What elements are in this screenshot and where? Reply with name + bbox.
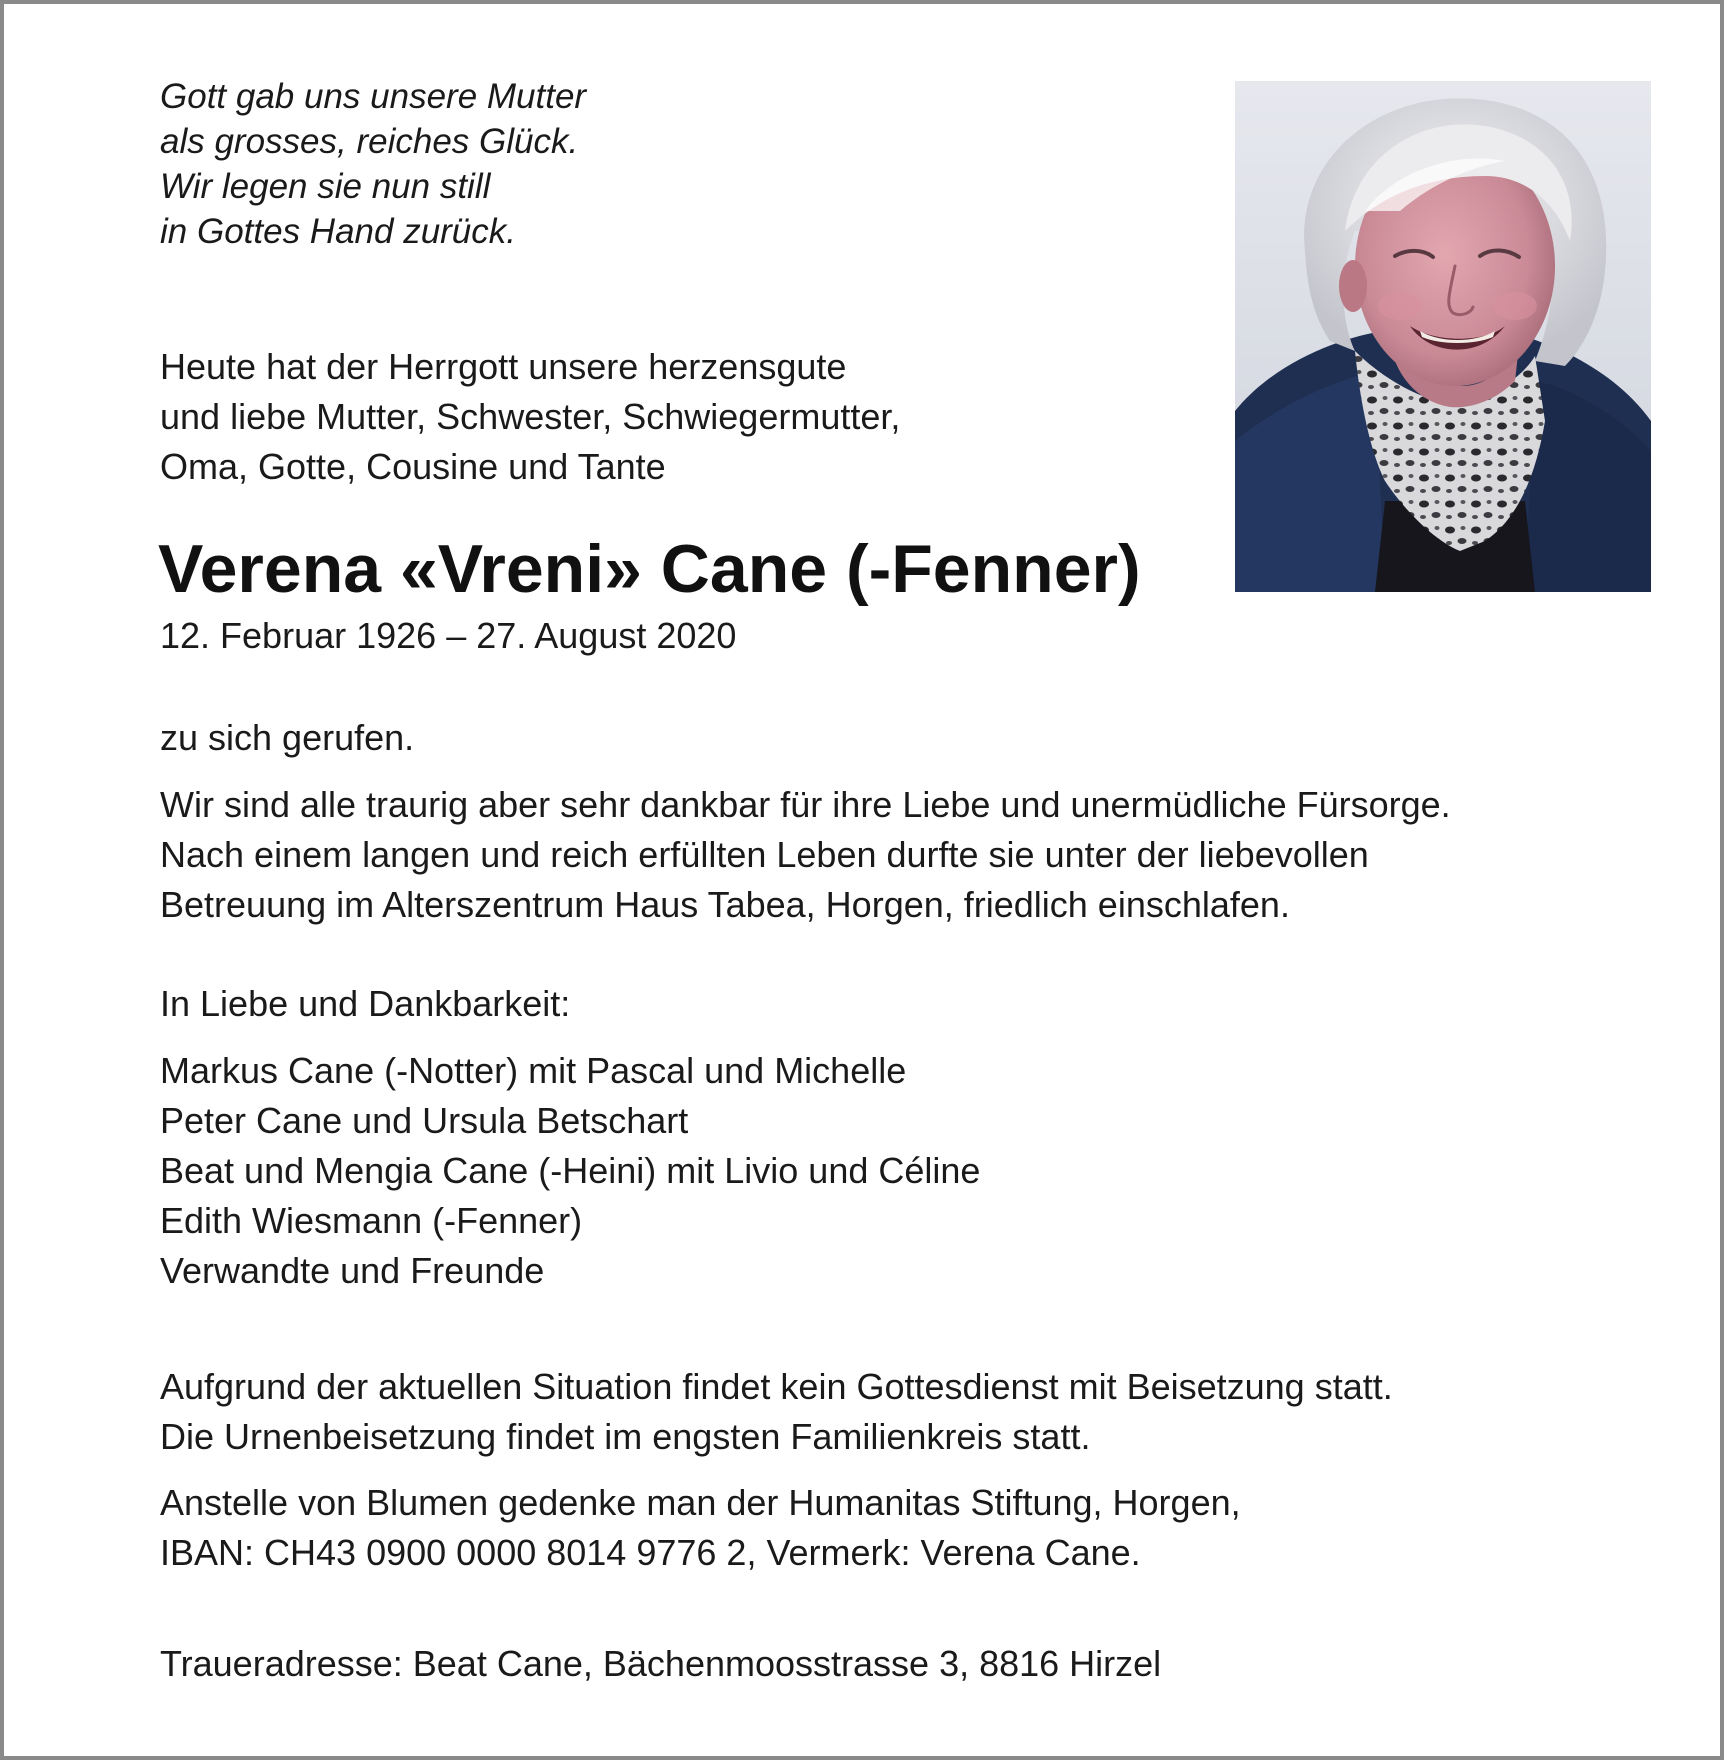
service-notice bbox=[160, 1362, 1393, 1462]
love-heading-text: In Liebe und Dankbarkeit: bbox=[160, 983, 571, 1024]
deceased-name: Verena «Vreni» Cane (-Fenner) bbox=[158, 531, 1141, 607]
gratitude-paragraph bbox=[160, 780, 1451, 930]
memorial-poem bbox=[160, 74, 586, 254]
poem-line: als grosses, reiches Glück. bbox=[160, 122, 579, 161]
mourner-entry: Markus Cane (-Notter) mit Pascal und Michelle bbox=[160, 1050, 907, 1091]
mourner-entry: Peter Cane und Ursula Betschart bbox=[160, 1100, 689, 1141]
announcement-intro bbox=[160, 342, 900, 492]
poem-line: in Gottes Hand zurück. bbox=[160, 212, 516, 251]
life-dates-text: 12. Februar 1926 – 27. August 2020 bbox=[160, 615, 737, 656]
called-line: zu sich gerufen. bbox=[160, 717, 415, 758]
mourner-entry: Edith Wiesmann (-Fenner) bbox=[160, 1200, 583, 1241]
donation-iban-line: IBAN: CH43 0900 0000 8014 9776 2, Vermerk: Verena Cane. bbox=[160, 1532, 1141, 1573]
intro-line: Oma, Gotte, Cousine und Tante bbox=[160, 446, 666, 487]
mourners-list bbox=[160, 1046, 980, 1296]
service-line: Aufgrund der aktuellen Situation findet kein Gottesdienst mit Beisetzung statt. bbox=[160, 1366, 1393, 1407]
mourning-address-text: Traueradresse: Beat Cane, Bächenmoosstrasse 3, 8816 Hirzel bbox=[160, 1643, 1162, 1684]
intro-line: Heute hat der Herrgott unsere herzensgute bbox=[160, 346, 847, 387]
donation-notice bbox=[160, 1478, 1241, 1578]
gratitude-line: Nach einem langen und reich erfüllten Leben durfte sie unter der liebevollen bbox=[160, 834, 1369, 875]
mourner-entry: Verwandte und Freunde bbox=[160, 1250, 545, 1291]
love-heading bbox=[160, 980, 570, 1028]
donation-line: Anstelle von Blumen gedenke man der Humanitas Stiftung, Horgen, bbox=[160, 1482, 1241, 1523]
poem-line: Gott gab uns unsere Mutter bbox=[160, 77, 587, 116]
gratitude-line: Betreuung im Alterszentrum Haus Tabea, Horgen, friedlich einschlafen. bbox=[160, 884, 1290, 925]
mourning-address bbox=[160, 1640, 1161, 1688]
called-text bbox=[160, 714, 414, 762]
portrait-photo bbox=[1235, 81, 1651, 592]
service-line: Die Urnenbeisetzung findet im engsten Familienkreis statt. bbox=[160, 1416, 1091, 1457]
mourner-entry: Beat und Mengia Cane (-Heini) mit Livio und Céline bbox=[160, 1150, 981, 1191]
life-dates bbox=[160, 612, 736, 660]
poem-line: Wir legen sie nun still bbox=[160, 167, 491, 206]
intro-line: und liebe Mutter, Schwester, Schwiegermutter, bbox=[160, 396, 901, 437]
gratitude-line: Wir sind alle traurig aber sehr dankbar für ihre Liebe und unermüdliche Fürsorge. bbox=[160, 784, 1451, 825]
